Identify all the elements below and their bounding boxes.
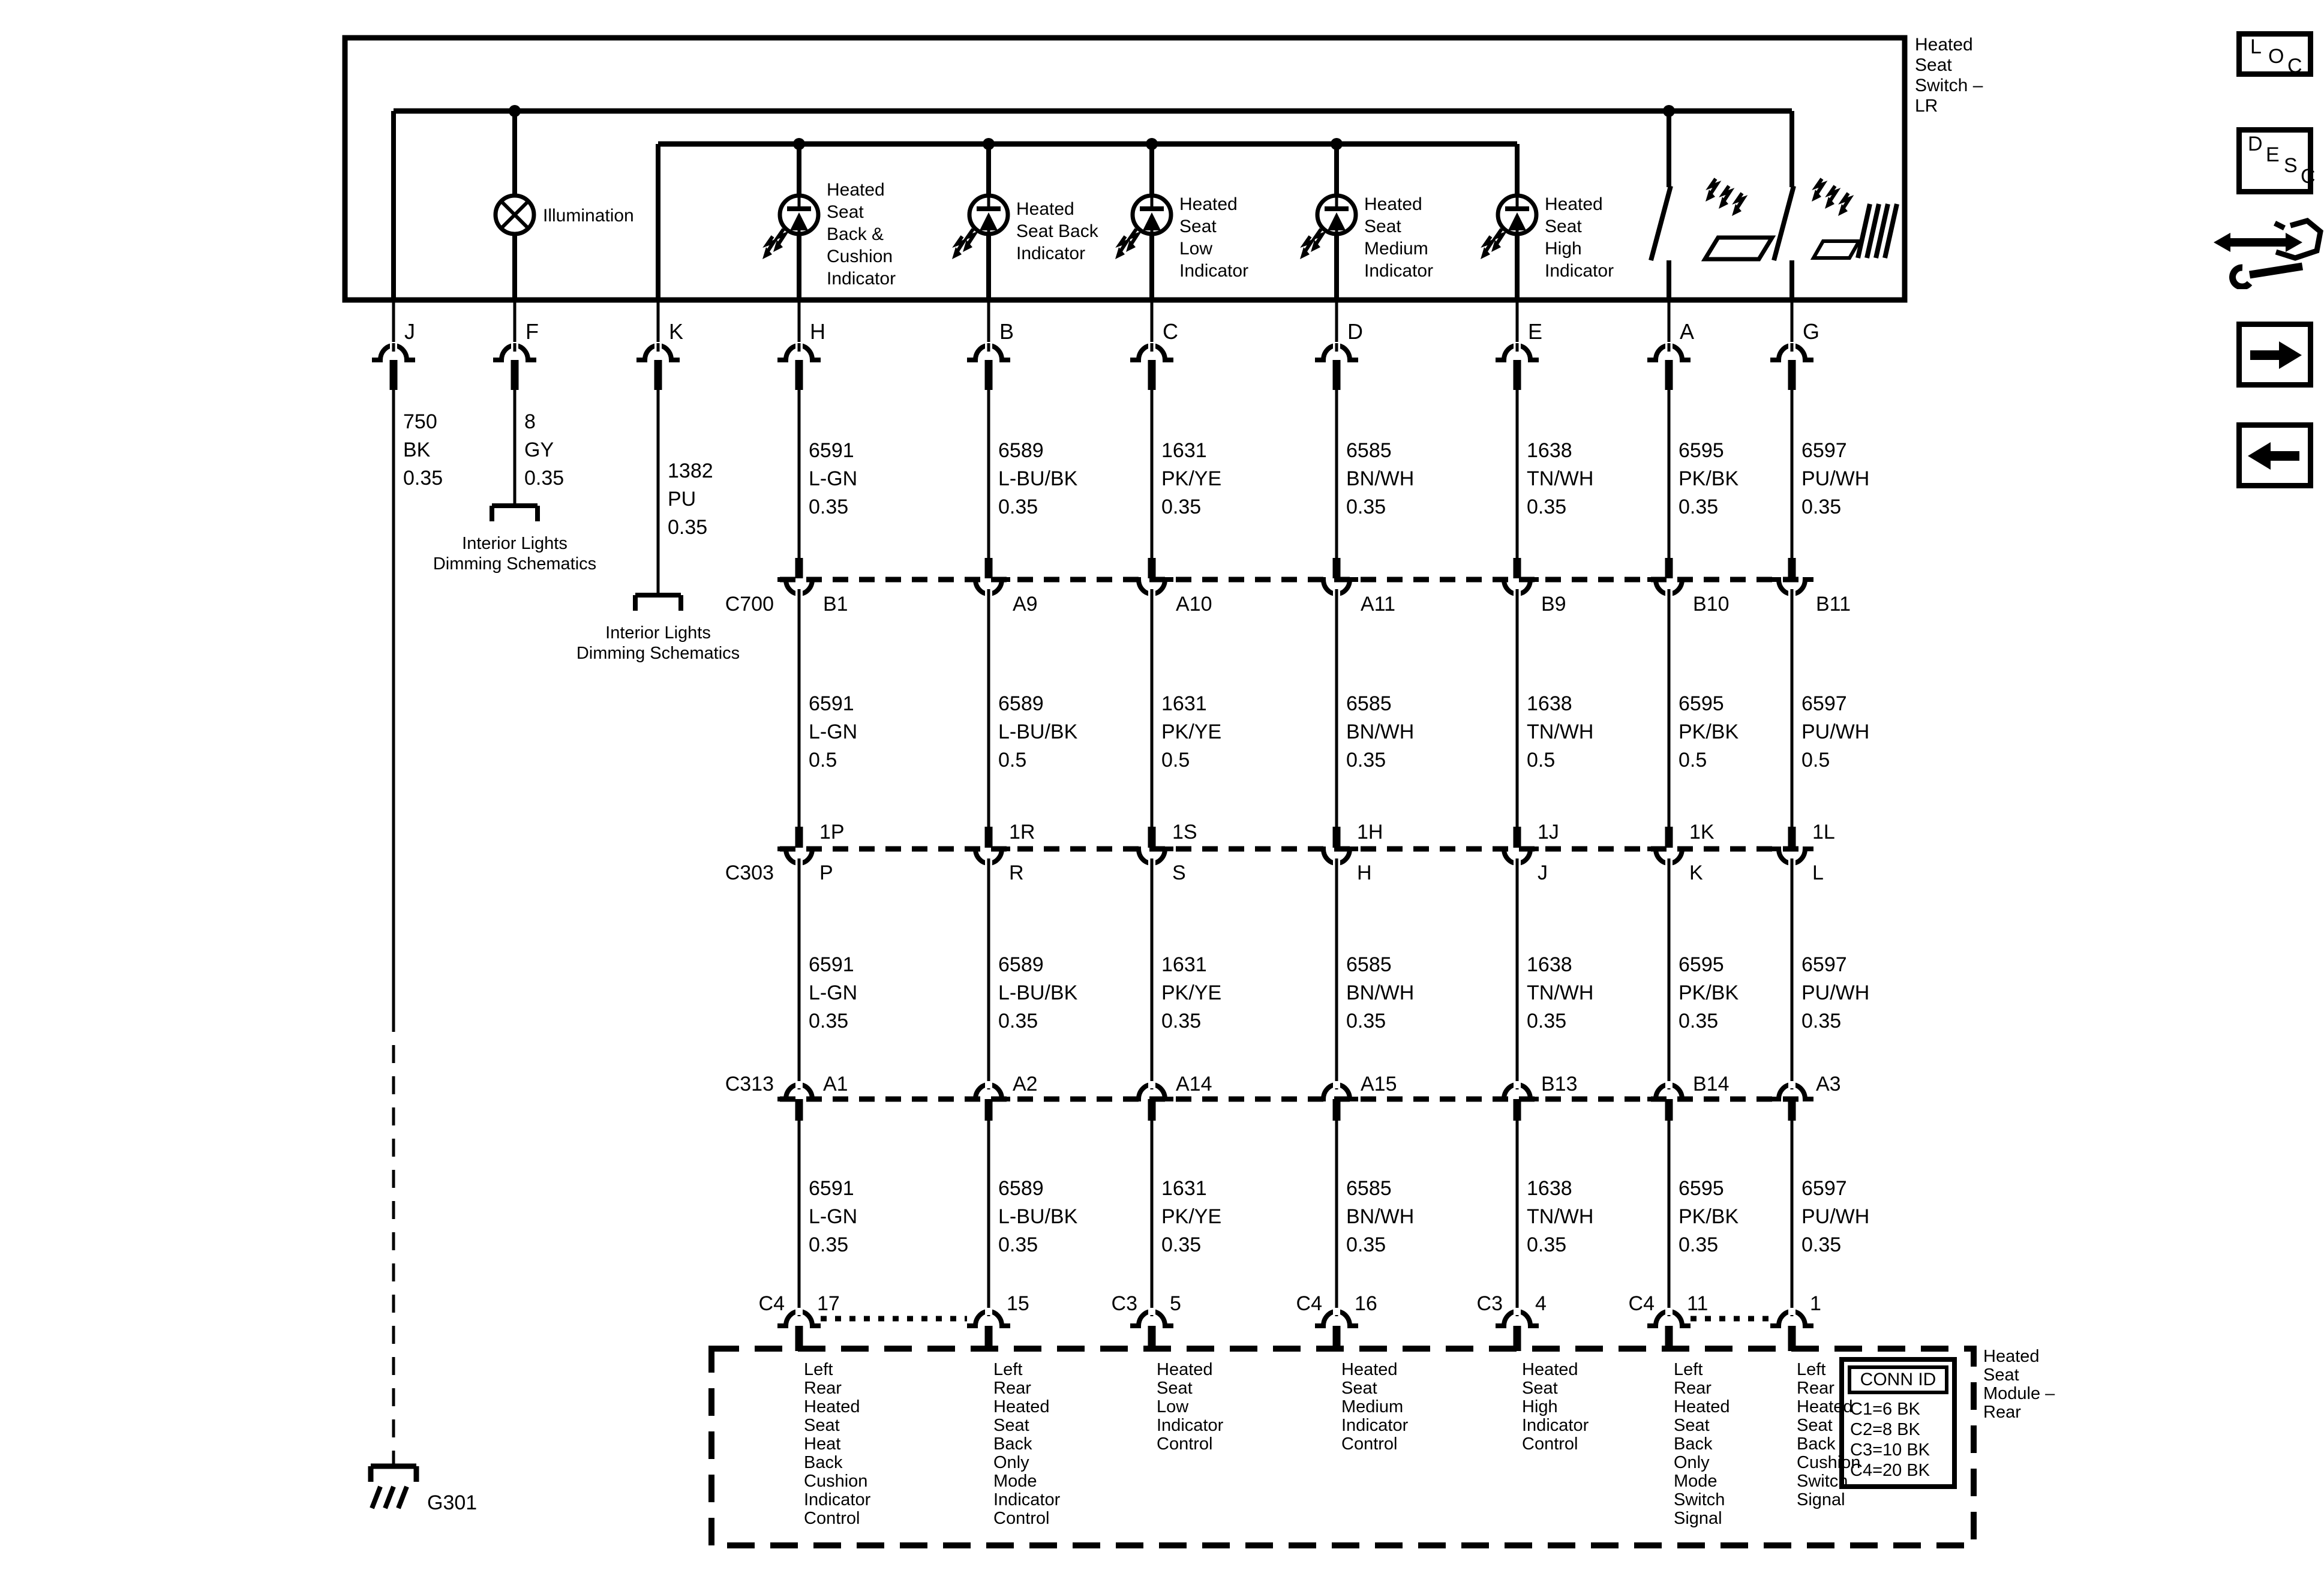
desc-letter: E: [2266, 143, 2280, 166]
module-name: [1983, 1347, 2055, 1422]
module-name-line: Heated: [1983, 1347, 2040, 1366]
pin: [1665, 1099, 1673, 1121]
wire-label: 6589 L-BU/BK 0.35: [998, 1177, 1078, 1256]
wire-label: 1631 PK/YE 0.5: [1161, 692, 1222, 772]
seat-cushion-icon: [1813, 241, 1859, 258]
switch-pin-letter: G: [1803, 319, 1820, 344]
heat-arrow-icon: [1496, 229, 1503, 245]
terminal-notch: [795, 1308, 803, 1315]
terminal-notch: [1148, 1308, 1155, 1315]
wire-label: 6595 PK/BK 0.35: [1679, 1177, 1739, 1256]
heat-arrow-icon: [1816, 179, 1823, 194]
pin: [795, 1326, 803, 1351]
module-pin-number: 15: [1007, 1292, 1029, 1315]
heat-arrow-icon: [1737, 193, 1743, 209]
heat-arrow-icon: [778, 229, 785, 245]
ground-icon: [385, 1487, 394, 1508]
connector-label-c313: C313: [725, 1073, 774, 1095]
heat-arrow-icon: [957, 236, 963, 252]
heat-arrow-icon: [968, 229, 974, 245]
wire-label: 6589 L-BU/BK 0.35: [998, 953, 1078, 1032]
loc-letter: L: [2250, 35, 2262, 58]
terminal-notch: [985, 1081, 992, 1088]
desc-letter: D: [2248, 133, 2263, 155]
pin: [1788, 1099, 1796, 1121]
switch-pin-letter: B: [999, 319, 1014, 344]
wire-label: 6585 BN/WH 0.35: [1346, 1177, 1415, 1256]
heat-arrow-icon: [1305, 236, 1311, 252]
pin: [1148, 1326, 1156, 1351]
switch-pin-letter: D: [1347, 319, 1363, 344]
ground-label: G301: [427, 1491, 478, 1514]
indicator-label: Heated Seat Back Indicator: [1016, 199, 1098, 263]
c303-pin-id-top: 1S: [1172, 821, 1197, 843]
led-cathode-bar: [1505, 206, 1529, 211]
terminal-notch: [1148, 1081, 1155, 1088]
wire-label: 1631 PK/YE 0.35: [1161, 439, 1222, 518]
pin: [511, 360, 519, 390]
switch-pin-letter: J: [404, 319, 415, 344]
wire-label: 6585 BN/WH 0.35: [1346, 692, 1415, 772]
module-conn-label: C3: [1111, 1292, 1137, 1315]
wire-label: 1631 PK/YE 0.35: [1161, 953, 1222, 1032]
wire-label: 1638 TN/WH 0.35: [1527, 439, 1594, 518]
wire-label: 6589 L-BU/BK 0.5: [998, 692, 1078, 772]
module-conn-label: C4: [1628, 1292, 1655, 1315]
switch-pin-letter: A: [1680, 319, 1695, 344]
module-pin-number: 16: [1355, 1292, 1377, 1315]
wire-label: 6597 PU/WH 0.35: [1801, 439, 1870, 518]
c303-pin-id-top: 1L: [1812, 821, 1835, 843]
title-line: LR: [1915, 96, 1938, 116]
wire-label: 6585 BN/WH 0.35: [1346, 953, 1415, 1032]
pin: [1514, 827, 1521, 848]
pin: [1788, 558, 1796, 578]
title-line: Seat: [1915, 55, 1952, 75]
c700-pin-id: A11: [1361, 593, 1395, 616]
module-signal-label: Left Rear Heated Seat Back Only Mode Switch Signal: [1674, 1360, 1730, 1528]
c313-pin-id: B13: [1541, 1073, 1578, 1095]
heat-arrow-icon: [1843, 193, 1849, 209]
c303-pin-id-top: 1K: [1689, 821, 1715, 843]
loc-letter: O: [2268, 45, 2284, 68]
module-name-line: Module –: [1983, 1384, 2055, 1403]
wire-label: 750 BK 0.35: [403, 410, 443, 490]
c313-pin-id: A2: [1013, 1073, 1038, 1095]
c313-pin-id: A14: [1176, 1073, 1212, 1095]
c303-pin-id-top: 1J: [1538, 821, 1559, 843]
heat-arrow-icon: [1830, 186, 1836, 202]
pin: [985, 558, 993, 578]
c303-pin-id-top: 1H: [1357, 821, 1383, 843]
wire-label: 1638 TN/WH 0.35: [1527, 1177, 1594, 1256]
title-line: Switch –: [1915, 76, 1983, 95]
next-page-button[interactable]: [2236, 322, 2313, 388]
c313-pin-id: B14: [1693, 1073, 1730, 1095]
module-signal-label: Left Rear Heated Seat Back Only Mode Indicator Control: [993, 1360, 1061, 1528]
pin: [985, 360, 993, 390]
pin: [1788, 1326, 1796, 1351]
wire-label: 6597 PU/WH 0.35: [1801, 1177, 1870, 1256]
pin: [1333, 360, 1341, 390]
module-signal-label: Left Rear Heated Seat Heat Back Cushion Indicator Control: [804, 1360, 871, 1528]
desc-button[interactable]: [2236, 127, 2316, 194]
c303-pin-id-bottom: S: [1172, 861, 1186, 884]
wire-label: 6595 PK/BK 0.35: [1679, 439, 1739, 518]
c700-pin-id: A9: [1013, 593, 1038, 616]
heat-arrow-icon: [1710, 179, 1717, 194]
pin: [985, 1326, 993, 1351]
title-line: Heated: [1915, 35, 1973, 55]
c303-pin-id-bottom: H: [1357, 861, 1372, 884]
switch-pin-letter: K: [669, 319, 684, 344]
pin: [654, 360, 662, 390]
terminal-notch: [1665, 1081, 1673, 1088]
c303-pin-id-bottom: P: [819, 861, 833, 884]
module-conn-label: C3: [1476, 1292, 1503, 1315]
switch-pin-letter: F: [526, 319, 539, 344]
switch-pin-letter: H: [810, 319, 825, 344]
pin: [1148, 558, 1156, 578]
pin: [1514, 360, 1521, 390]
led-cathode-bar: [1140, 206, 1164, 211]
conn-id-row: C4=20 BK: [1850, 1461, 1930, 1480]
pin: [1788, 360, 1796, 390]
wire-label: 6589 L-BU/BK 0.35: [998, 439, 1078, 518]
c700-pin-id: B10: [1693, 593, 1730, 616]
pin: [1333, 1326, 1341, 1351]
desc-letter: C: [2301, 165, 2316, 188]
led-cathode-bar: [1325, 206, 1349, 211]
c313-pin-id: A1: [823, 1073, 848, 1095]
c303-pin-id-top: 1P: [819, 821, 845, 843]
c303-pin-id-bottom: L: [1812, 861, 1824, 884]
ground-icon: [398, 1487, 407, 1508]
wire-label: 6595 PK/BK 0.5: [1679, 692, 1739, 772]
arrow-left-icon: [2242, 428, 2308, 483]
conn-id-row: C1=6 BK: [1850, 1400, 1920, 1419]
loc-button[interactable]: [2236, 31, 2313, 77]
c313-pin-id: A3: [1816, 1073, 1841, 1095]
switch-blade-icon: [1774, 186, 1794, 260]
pin: [1333, 1099, 1341, 1121]
led-cathode-bar: [977, 206, 1001, 211]
switch-pin-letter: E: [1528, 319, 1543, 344]
terminal-notch: [1333, 1081, 1340, 1088]
pin: [1665, 360, 1673, 390]
module-conn-label: C4: [1296, 1292, 1322, 1315]
c700-pin-id: B11: [1816, 593, 1851, 616]
wiring-repair-icon[interactable]: [2212, 211, 2324, 289]
indicator-label: Heated Seat Medium Indicator: [1364, 194, 1434, 281]
module-signal-label: Left Rear Heated Seat Back Cushion Switch Signal: [1797, 1360, 1861, 1509]
indicator-label: Heated Seat High Indicator: [1545, 194, 1614, 281]
page-title: [1915, 35, 1983, 116]
terminal-notch: [1788, 1308, 1795, 1315]
c303-pin-id-bottom: R: [1009, 861, 1024, 884]
conn-id-row: C2=8 BK: [1850, 1420, 1920, 1439]
offpage-reference-label: Interior Lights Dimming Schematics: [576, 623, 740, 663]
wire-label: 6591 L-GN 0.35: [809, 953, 858, 1032]
conn-id-row: C3=10 BK: [1850, 1440, 1930, 1460]
c303-pin-id-bottom: J: [1538, 861, 1548, 884]
module-pin-number: 17: [817, 1292, 840, 1315]
pin: [1665, 827, 1673, 848]
module-pin-number: 5: [1170, 1292, 1181, 1315]
loc-letter: C: [2287, 55, 2302, 77]
pin: [1148, 827, 1156, 848]
pin: [1788, 827, 1796, 848]
terminal-notch: [1333, 1308, 1340, 1315]
switch-pin-letter: C: [1163, 319, 1178, 344]
desc-letter: S: [2284, 154, 2298, 177]
c313-pin-id: A15: [1361, 1073, 1397, 1095]
wire-label: 1638 TN/WH 0.35: [1527, 953, 1594, 1032]
pin: [795, 558, 803, 578]
c303-pin-id-top: 1R: [1009, 821, 1035, 843]
wire-label: 6591 L-GN 0.35: [809, 1177, 858, 1256]
pin: [795, 1099, 803, 1121]
wire-label: 6591 L-GN 0.5: [809, 692, 858, 772]
illumination-label: Illumination: [543, 206, 634, 226]
module-pin-number: 11: [1687, 1292, 1709, 1315]
module-conn-label: C4: [758, 1292, 785, 1315]
c303-pin-id-bottom: K: [1689, 861, 1703, 884]
indicator-label: Heated Seat Low Indicator: [1179, 194, 1249, 281]
wire-label: 6595 PK/BK 0.35: [1679, 953, 1739, 1032]
pin: [985, 827, 993, 848]
pin: [1665, 1326, 1673, 1351]
pin: [1665, 558, 1673, 578]
terminal-notch: [1788, 1081, 1795, 1088]
c700-pin-id: B9: [1541, 593, 1566, 616]
terminal-notch: [985, 1308, 992, 1315]
module-name-line: Rear: [1983, 1403, 2021, 1422]
ground-icon: [372, 1487, 380, 1508]
connector-label-c700: C700: [725, 593, 774, 616]
terminal-notch: [795, 1081, 803, 1088]
wire-label: 6591 L-GN 0.35: [809, 439, 858, 518]
module-name-line: Seat: [1983, 1365, 2019, 1385]
indicator-label: Heated Seat Back & Cushion Indicator: [827, 180, 896, 289]
heat-arrow-icon: [1485, 236, 1492, 252]
wire-label: 8 GY 0.35: [524, 410, 565, 490]
module-pin-number: 4: [1535, 1292, 1547, 1315]
pin: [1148, 360, 1156, 390]
terminal-notch: [1665, 1308, 1673, 1315]
conn-id-header: CONN ID: [1848, 1365, 1948, 1394]
pin: [1333, 558, 1341, 578]
heat-arrow-icon: [1120, 236, 1127, 252]
pin: [1514, 1326, 1521, 1351]
terminal-notch: [1514, 1308, 1521, 1315]
seat-cushion-icon: [1705, 238, 1772, 259]
pin: [795, 360, 803, 390]
pin: [795, 827, 803, 848]
wire-label: 1382 PU 0.35: [668, 460, 713, 539]
pin: [1333, 827, 1341, 848]
wire-label: 1631 PK/YE 0.35: [1161, 1177, 1222, 1256]
pin: [1148, 1099, 1156, 1121]
heat-arrow-icon: [767, 236, 774, 252]
wire-label: 1638 TN/WH 0.5: [1527, 692, 1594, 772]
terminal-notch: [1514, 1081, 1521, 1088]
wire-label: 6597 PU/WH 0.35: [1801, 953, 1870, 1032]
module-signal-label: Heated Seat Low Indicator Control: [1157, 1360, 1224, 1454]
heat-arrow-icon: [1316, 229, 1322, 245]
wire-label: 6597 PU/WH 0.5: [1801, 692, 1870, 772]
module-pin-number: 1: [1810, 1292, 1821, 1315]
pin: [1514, 558, 1521, 578]
c700-pin-id: B1: [823, 593, 848, 616]
offpage-reference-label: Interior Lights Dimming Schematics: [433, 534, 597, 574]
arrow-right-icon: [2242, 327, 2308, 382]
c700-pin-id: A10: [1176, 593, 1212, 616]
pin: [390, 360, 398, 390]
module-signal-label: Heated Seat Medium Indicator Control: [1341, 1360, 1409, 1454]
previous-page-button[interactable]: [2236, 422, 2313, 488]
module-signal-label: Heated Seat High Indicator Control: [1522, 1360, 1589, 1454]
led-cathode-bar: [787, 206, 811, 211]
heat-arrow-icon: [1131, 229, 1137, 245]
pin: [1514, 1099, 1521, 1121]
wire-label: 6585 BN/WH 0.35: [1346, 439, 1415, 518]
connector-label-c303: C303: [725, 861, 774, 884]
heat-arrow-icon: [1724, 186, 1730, 202]
pin: [985, 1099, 993, 1121]
switch-blade-icon: [1651, 186, 1671, 260]
